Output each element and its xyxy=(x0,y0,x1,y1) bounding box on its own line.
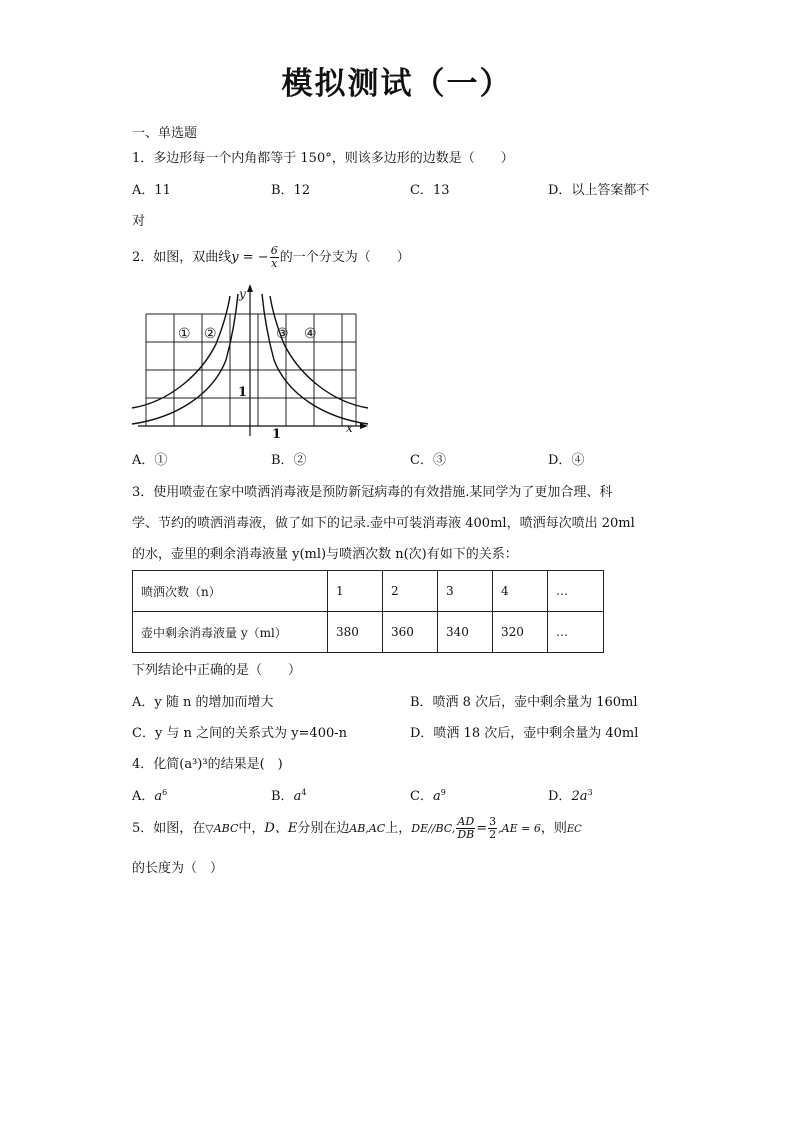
axis-label-y: y xyxy=(239,287,246,301)
q1-option-c: C．13 xyxy=(410,183,450,198)
q5-text: 中， xyxy=(238,821,265,836)
table-cell: 喷洒次数（n） xyxy=(133,571,328,612)
curve-label-4: ④ xyxy=(304,326,317,342)
option-label: B． xyxy=(271,789,294,804)
q5-equals: = xyxy=(476,821,488,836)
q2-stem xyxy=(132,245,410,271)
q5-text: 分别在边 xyxy=(297,821,350,836)
q5-fraction-3-2 xyxy=(488,816,497,841)
axis-label-x: x xyxy=(346,421,353,435)
table-cell: … xyxy=(548,612,604,653)
q3-line-1: 3．使用喷壶在家中喷洒消毒液是预防新冠病毒的有效措施.某同学为了更加合理、科 xyxy=(132,485,613,500)
page-title: 模拟测试（一） xyxy=(281,66,513,102)
table-cell: 2 xyxy=(383,571,438,612)
q3-data-table xyxy=(132,570,604,653)
table-cell: 1 xyxy=(328,571,383,612)
q2-stem-post: 的一个分支为（ ） xyxy=(279,250,410,265)
q4-option-d xyxy=(548,788,593,806)
curve-4 xyxy=(270,296,368,408)
q2-fraction xyxy=(270,245,279,270)
q2-option-d: D．④ xyxy=(548,453,585,468)
option-exponent: 3 xyxy=(587,788,593,797)
option-base: 2a xyxy=(571,789,588,804)
q3-prompt: 下列结论中正确的是（ ） xyxy=(132,663,302,678)
curve-label-1: ① xyxy=(178,326,191,342)
q2-frac-den: x xyxy=(271,257,278,270)
q1-option-a: A．11 xyxy=(132,183,171,198)
curve-label-2: ② xyxy=(204,326,217,342)
table-cell: … xyxy=(548,571,604,612)
option-exponent: 4 xyxy=(301,788,307,797)
table-cell: 380 xyxy=(328,612,383,653)
q2-option-a: A．① xyxy=(132,453,168,468)
q5-frac2-den: 2 xyxy=(489,828,497,841)
q2-option-b: B．② xyxy=(271,453,307,468)
q2-frac-num: 6 xyxy=(270,244,278,257)
q5-frac1-den: DB xyxy=(457,828,475,841)
option-label: C． xyxy=(410,789,433,804)
q1-option-d: D．以上答案都不 xyxy=(548,183,650,198)
q5-fraction-ad-db xyxy=(456,816,475,841)
q5-stem-pre: 5．如图，在 xyxy=(132,821,206,836)
table-cell: 3 xyxy=(438,571,493,612)
q5-text: 上， xyxy=(385,821,412,836)
q3-option-a: A．y 随 n 的增加而增大 xyxy=(132,695,274,710)
q5-frac1-num: AD xyxy=(457,815,475,828)
table-row xyxy=(133,571,604,612)
q2-hyperbola-figure xyxy=(128,284,380,440)
curve-label-3: ③ xyxy=(276,326,289,342)
q4-option-b xyxy=(271,788,306,806)
y-axis-arrow xyxy=(247,284,253,292)
table-cell: 360 xyxy=(383,612,438,653)
q3-option-c: C．y 与 n 之间的关系式为 y=400-n xyxy=(132,726,348,741)
q5-stem xyxy=(132,814,582,845)
option-base: a xyxy=(293,789,302,804)
option-label: D． xyxy=(548,789,572,804)
table-cell: 320 xyxy=(493,612,548,653)
table-cell: 4 xyxy=(493,571,548,612)
q4-option-a xyxy=(132,788,167,806)
tick-label-x: 1 xyxy=(272,427,282,440)
q1-option-d-continuation: 对 xyxy=(132,214,146,229)
q2-option-c: C．③ xyxy=(410,453,446,468)
q2-equation-lhs: y = − xyxy=(231,250,269,265)
table-cell: 壶中剩余消毒液量 y（ml） xyxy=(133,612,328,653)
q2-stem-pre: 2．如图，双曲线 xyxy=(132,250,232,265)
q3-line-2: 学、节约的喷洒消毒液，做了如下的记录.壶中可装消毒液 400ml，喷洒每次喷出 20ml xyxy=(132,516,635,531)
option-exponent: 9 xyxy=(440,788,446,797)
tick-label-y: 1 xyxy=(238,385,248,400)
q3-option-b: B．喷洒 8 次后，壶中剩余量为 160ml xyxy=(410,695,638,710)
q3-option-d: D．喷洒 18 次后，壶中剩余量为 40ml xyxy=(410,726,639,741)
table-row xyxy=(133,612,604,653)
q1-option-b: B．12 xyxy=(271,183,311,198)
option-label: A． xyxy=(132,789,155,804)
curve-1 xyxy=(132,296,230,408)
q5-points: D、E xyxy=(264,821,298,836)
option-exponent: 6 xyxy=(162,788,168,797)
option-base: a xyxy=(432,789,441,804)
q3-line-3: 的水，壶里的剩余消毒液量 y(ml)与喷洒次数 n(次)有如下的关系： xyxy=(132,547,518,562)
q5-line-2: 的长度为（ ） xyxy=(132,861,224,876)
q5-text: ，则 xyxy=(540,821,567,836)
q1-stem: 1．多边形每一个内角都等于 150°，则该多边形的边数是（ ） xyxy=(132,151,514,166)
table-cell: 340 xyxy=(438,612,493,653)
option-base: a xyxy=(154,789,163,804)
q5-frac2-num: 3 xyxy=(489,815,497,828)
q5-ec: EC xyxy=(566,824,582,835)
q5-triangle: ▽ABC xyxy=(205,822,239,835)
q5-sides: AB,AC xyxy=(349,822,386,835)
q4-stem: 4．化简(a³)³的结果是( ) xyxy=(132,757,283,772)
q5-parallel: DE//BC, xyxy=(411,822,456,835)
section-heading: 一、单选题 xyxy=(132,126,198,141)
q5-ae: ,AE = 6 xyxy=(498,822,541,835)
q4-option-c xyxy=(410,788,446,806)
